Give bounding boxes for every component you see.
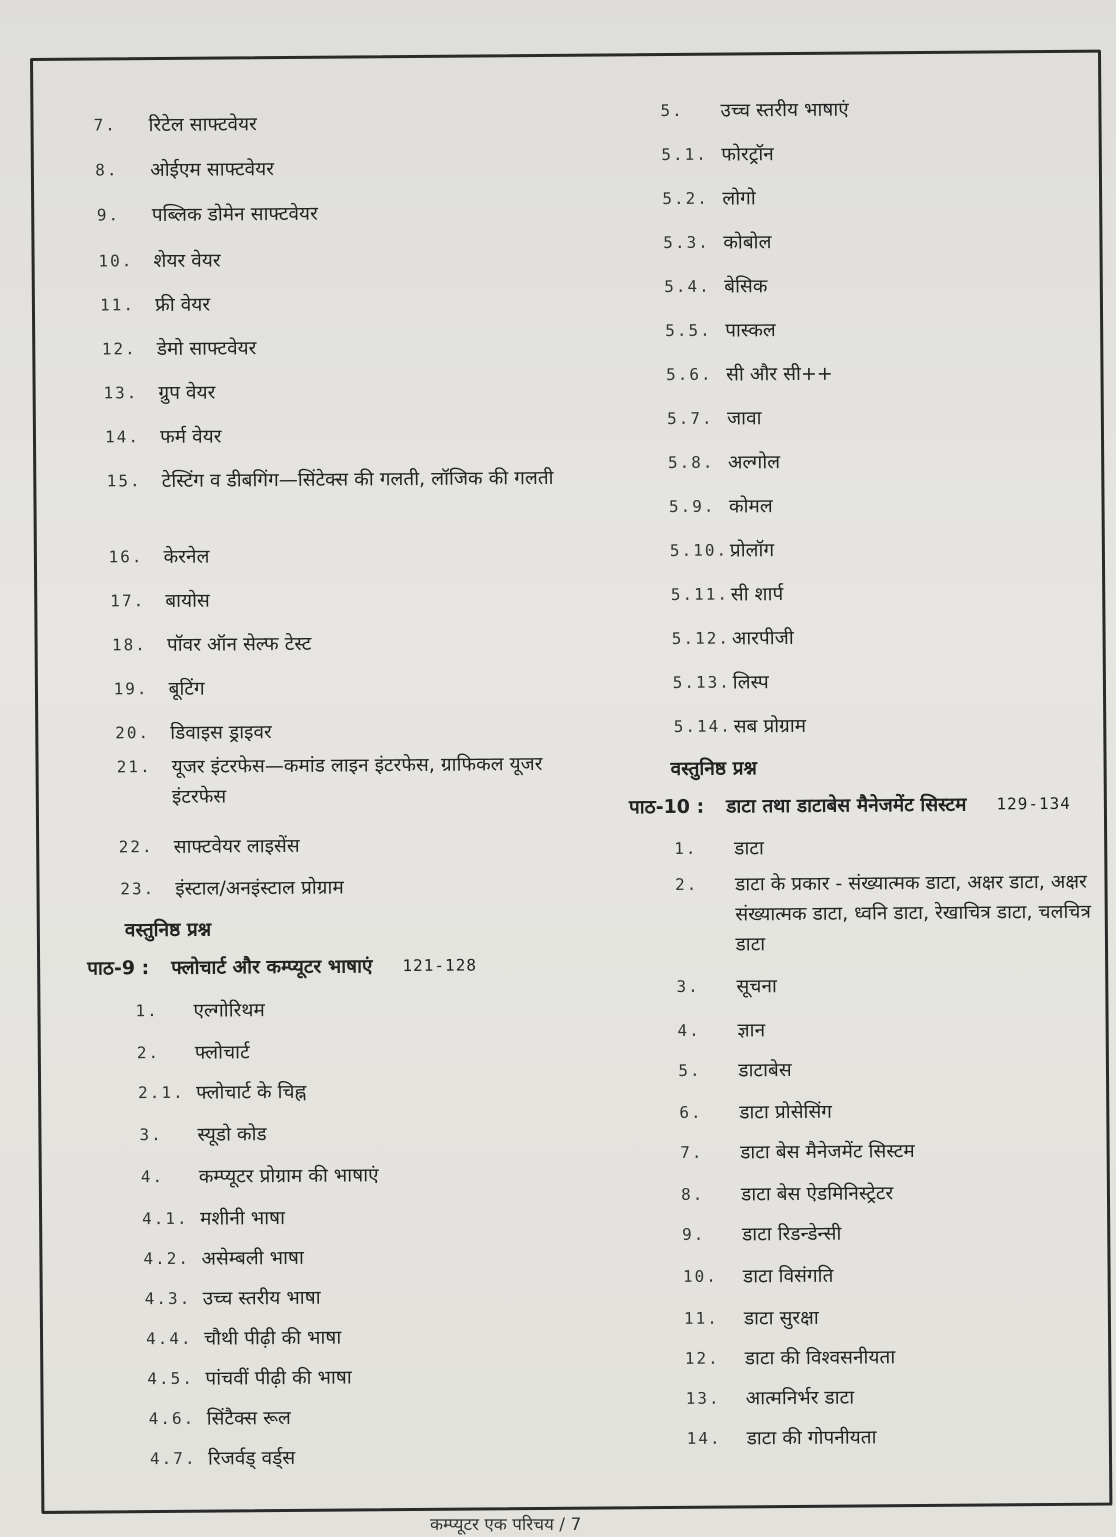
toc-entry xyxy=(137,1035,515,1068)
toc-entry xyxy=(674,830,1116,864)
entry-number: 4. xyxy=(677,1020,701,1040)
toc-entry xyxy=(113,671,568,705)
entry-text: बायोस xyxy=(165,589,210,612)
toc-entry xyxy=(661,137,1051,170)
entry-number: 3. xyxy=(139,1124,163,1145)
toc-entry xyxy=(668,445,1058,478)
entry-text: डाटाबेस xyxy=(738,1059,792,1082)
entry-number: 5. xyxy=(678,1060,702,1080)
entry-text: आरपीजी xyxy=(731,627,794,650)
toc-entry xyxy=(95,152,550,186)
entry-number: 13. xyxy=(103,383,139,403)
entry-text: फ्लोचार्ट xyxy=(194,1041,250,1064)
toc-entry xyxy=(674,709,1064,742)
entry-text: सी और सी++ xyxy=(726,362,833,386)
entry-number: 11. xyxy=(100,295,136,315)
entry-text: फ्लोचार्ट के चिह्न xyxy=(196,1080,307,1104)
entry-number: 5.9. xyxy=(668,496,716,516)
lesson-pages: 121-128 xyxy=(402,955,477,976)
entry-text: बेसिक xyxy=(724,275,768,298)
entry-text: डाटा xyxy=(734,837,764,860)
toc-entry xyxy=(669,489,1059,522)
toc-entry xyxy=(670,533,1060,566)
entry-number: 13. xyxy=(685,1388,721,1408)
lesson-9-heading xyxy=(87,951,477,984)
entry-number: 18. xyxy=(111,635,147,655)
entry-number: 16. xyxy=(108,547,144,567)
entry-text: पॉवर ऑन सेल्फ टेस्ट xyxy=(166,632,312,656)
entry-number: 17. xyxy=(110,591,146,611)
lesson-10-heading xyxy=(629,789,1071,822)
toc-entry xyxy=(107,463,562,497)
entry-number: 5.8. xyxy=(667,452,715,473)
entry-number: 5.2. xyxy=(662,188,709,209)
toc-entry xyxy=(687,1420,1116,1454)
entry-number: 4.4. xyxy=(145,1328,193,1349)
toc-entry xyxy=(666,357,1056,390)
entry-text: उच्च स्तरीय भाषा xyxy=(202,1286,321,1310)
toc-entry xyxy=(678,1052,1116,1086)
entry-text: फोरट्रॉन xyxy=(721,143,774,166)
entry-text: लोगो xyxy=(722,187,756,210)
toc-entry xyxy=(673,665,1063,698)
entry-number: 10. xyxy=(682,1266,718,1286)
toc-entry xyxy=(138,1075,516,1108)
entry-number: 14. xyxy=(104,427,141,447)
entry-text: रिजर्वड् वर्ड्स xyxy=(207,1446,296,1470)
entry-number: 14. xyxy=(686,1428,722,1448)
lesson-code: पाठ-9 : xyxy=(87,957,150,980)
toc-entry xyxy=(667,401,1057,434)
toc-entry xyxy=(150,1441,528,1474)
entry-text: ज्ञान xyxy=(737,1019,766,1042)
toc-entry xyxy=(117,749,572,813)
entry-text: जावा xyxy=(726,407,762,430)
toc-entry xyxy=(680,1134,1116,1168)
entry-text: डाटा के प्रकार - संख्यात्मक डाटा, अक्षर डाटा, अक्षर संख्यात्मक डाटा, ध्वनि डाटा, रेखाचित्र डाटा, चलचित्र डाटा xyxy=(735,870,1092,956)
toc-entry xyxy=(119,829,574,863)
entry-number: 23. xyxy=(120,879,156,899)
entry-number: 5.7. xyxy=(666,408,714,429)
toc-entry xyxy=(685,1340,1116,1374)
entry-number: 5.10. xyxy=(669,540,729,560)
content-frame xyxy=(30,50,1112,1514)
entry-text: उच्च स्तरीय भाषाएं xyxy=(720,98,849,122)
entry-number: 7. xyxy=(93,115,117,135)
entry-number: 5.6. xyxy=(666,364,713,385)
entry-text: ग्रुप वेयर xyxy=(158,381,216,405)
entry-text: एल्गोरिथम xyxy=(193,999,265,1022)
lesson-code: पाठ-10 : xyxy=(628,795,705,819)
entry-number: 5.13. xyxy=(672,672,731,692)
entry-text: अल्गोल xyxy=(727,451,781,474)
entry-text: डाटा बेस ऐडमिनिस्ट्रेटर xyxy=(741,1182,894,1206)
entry-number: 2. xyxy=(136,1043,161,1063)
entry-number: 5.1. xyxy=(661,144,708,165)
entry-text: डिवाइस ड्राइवर xyxy=(170,721,272,744)
toc-entry xyxy=(681,1176,1116,1210)
entry-number: 5.4. xyxy=(664,276,711,297)
toc-entry xyxy=(110,583,565,617)
objective-questions-heading: वस्तुनिष्ठ प्रश्न xyxy=(124,918,212,942)
entry-number: 11. xyxy=(683,1308,719,1328)
entry-text: कम्प्यूटर प्रोग्राम की भाषाएं xyxy=(198,1164,379,1188)
entry-number: 8. xyxy=(95,160,119,180)
entry-text: पास्कल xyxy=(725,319,776,342)
toc-entry xyxy=(663,225,1053,258)
entry-number: 4.7. xyxy=(149,1448,197,1469)
entry-number: 8. xyxy=(681,1184,705,1204)
entry-number: 5.3. xyxy=(663,232,710,253)
entry-text: फर्म वेयर xyxy=(159,425,222,448)
toc-entry xyxy=(97,197,552,231)
entry-number: 4.3. xyxy=(144,1288,192,1309)
entry-text: यूजर इंटरफेस—कमांड लाइन इंटरफेस, ग्राफिकल यूजर इंटरफेस xyxy=(171,752,543,808)
entry-text: आत्मनिर्भर डाटा xyxy=(745,1386,855,1410)
toc-entry xyxy=(105,419,560,453)
entry-number: 10. xyxy=(98,251,134,271)
toc-entry xyxy=(93,107,548,141)
entry-text: मशीनी भाषा xyxy=(200,1207,286,1230)
left-column xyxy=(78,57,578,1470)
entry-number: 12. xyxy=(684,1348,720,1368)
toc-entry xyxy=(139,1117,517,1150)
toc-entry xyxy=(102,331,557,365)
toc-entry xyxy=(675,866,1116,960)
entry-text: इंस्टाल/अनइंस्टाल प्रोग्राम xyxy=(175,876,344,900)
toc-entry xyxy=(146,1321,524,1354)
toc-entry xyxy=(665,313,1055,346)
entry-text: प्रोलॉग xyxy=(729,539,775,562)
entry-text: डाटा रिडन्डेन्सी xyxy=(741,1222,842,1246)
toc-entry xyxy=(671,577,1061,610)
toc-entry xyxy=(112,627,567,661)
entry-number: 5.14. xyxy=(673,716,732,736)
toc-entry xyxy=(120,871,575,905)
entry-number: 4.2. xyxy=(143,1248,191,1269)
toc-entry xyxy=(682,1216,1116,1250)
entry-number: 3. xyxy=(676,976,700,996)
entry-number: 1. xyxy=(674,838,698,858)
toc-entry xyxy=(672,621,1062,654)
entry-number: 20. xyxy=(115,723,151,743)
entry-number: 4. xyxy=(140,1166,165,1187)
entry-text: कोबोल xyxy=(723,231,772,254)
entry-text: डाटा बेस मैनेजमेंट सिस्टम xyxy=(740,1140,915,1164)
page-footer: कम्प्यूटर एक परिचय / 7 xyxy=(430,1515,582,1535)
entry-number: 4.1. xyxy=(142,1208,189,1229)
entry-number: 9. xyxy=(681,1224,706,1244)
lesson-title: फ्लोचार्ट और कम्प्यूटर भाषाएं xyxy=(171,955,373,979)
entry-text: ओईएम साफ्टवेयर xyxy=(150,158,275,182)
entry-number: 22. xyxy=(118,837,154,857)
toc-entry xyxy=(676,968,1116,1002)
entry-text: सिंटैक्स रूल xyxy=(206,1406,291,1430)
toc-entry xyxy=(677,1012,1116,1046)
entry-number: 4.5. xyxy=(147,1368,194,1389)
toc-entry xyxy=(662,181,1052,214)
toc-entry xyxy=(108,539,563,573)
entry-number: 5.12. xyxy=(671,628,731,648)
entry-text: डाटा विसंगति xyxy=(742,1264,834,1288)
toc-entry xyxy=(142,1201,520,1234)
entry-number: 1. xyxy=(135,1001,159,1021)
entry-number: 6. xyxy=(679,1102,703,1122)
entry-number: 19. xyxy=(113,679,149,699)
right-column xyxy=(623,53,1093,1450)
entry-text: कोमल xyxy=(728,495,773,518)
entry-number: 15. xyxy=(106,471,142,491)
toc-entry xyxy=(135,993,513,1026)
entry-text: चौथी पीढ़ी की भाषा xyxy=(203,1326,342,1350)
entry-number: 5. xyxy=(660,100,684,121)
lesson-pages: 129-134 xyxy=(996,793,1071,814)
entry-text: सब प्रोग्राम xyxy=(733,714,807,738)
entry-text: डेमो साफ्टवेयर xyxy=(156,337,257,361)
entry-number: 7. xyxy=(680,1142,704,1162)
entry-text: फ्री वेयर xyxy=(155,293,211,317)
entry-text: शेयर वेयर xyxy=(153,249,221,273)
entry-number: 21. xyxy=(116,757,152,777)
entry-text: स्यूडो कोड xyxy=(197,1123,267,1146)
toc-entry xyxy=(660,93,1050,126)
entry-number: 5.11. xyxy=(670,584,730,604)
entry-text: टेस्टिंग व डीबगिंग—सिंटेक्स की गलती, लॉजिक की गलती xyxy=(161,466,554,492)
toc-entry xyxy=(683,1258,1116,1292)
entry-text: डाटा की गोपनीयता xyxy=(746,1426,877,1450)
entry-text: बूटिंग xyxy=(168,677,205,700)
objective-questions-heading: वस्तुनिष्ठ प्रश्न xyxy=(670,757,758,780)
entry-text: साफ्टवेयर लाइसेंस xyxy=(173,834,300,858)
toc-entry xyxy=(115,715,570,749)
entry-text: डाटा सुरक्षा xyxy=(743,1306,819,1330)
entry-number: 9. xyxy=(96,205,121,225)
toc-entry xyxy=(679,1094,1116,1128)
toc-entry xyxy=(100,287,555,321)
toc-entry xyxy=(103,375,558,409)
entry-text: डाटा की विश्वसनीयता xyxy=(744,1346,896,1370)
toc-entry xyxy=(684,1300,1116,1334)
entry-text: केरनेल xyxy=(163,545,210,568)
toc-entry xyxy=(149,1401,527,1434)
entry-text: डाटा प्रोसेसिंग xyxy=(739,1100,833,1124)
entry-text: पांचवीं पीढ़ी की भाषा xyxy=(205,1366,352,1390)
toc-entry xyxy=(145,1281,523,1314)
entry-number: 12. xyxy=(101,339,137,359)
entry-number: 5.5. xyxy=(665,320,712,341)
entry-number: 2.1. xyxy=(138,1082,185,1103)
toc-entry xyxy=(686,1380,1116,1414)
toc-entry xyxy=(147,1361,525,1394)
toc-entry xyxy=(141,1159,519,1192)
toc-entry xyxy=(98,243,553,277)
entry-text: सी शार्प xyxy=(730,583,784,606)
entry-number: 2. xyxy=(675,874,699,894)
toc-entry xyxy=(664,269,1054,302)
toc-entry xyxy=(143,1241,521,1274)
entry-text: रिटेल साफ्टवेयर xyxy=(148,113,257,137)
entry-text: पब्लिक डोमेन साफ्टवेयर xyxy=(151,202,318,227)
entry-text: असेम्बली भाषा xyxy=(201,1246,304,1270)
entry-number: 4.6. xyxy=(148,1408,196,1429)
entry-text: सूचना xyxy=(736,975,777,998)
lesson-title: डाटा तथा डाटाबेस मैनेजमेंट सिस्टम xyxy=(726,793,967,818)
entry-text: लिस्प xyxy=(732,671,769,694)
